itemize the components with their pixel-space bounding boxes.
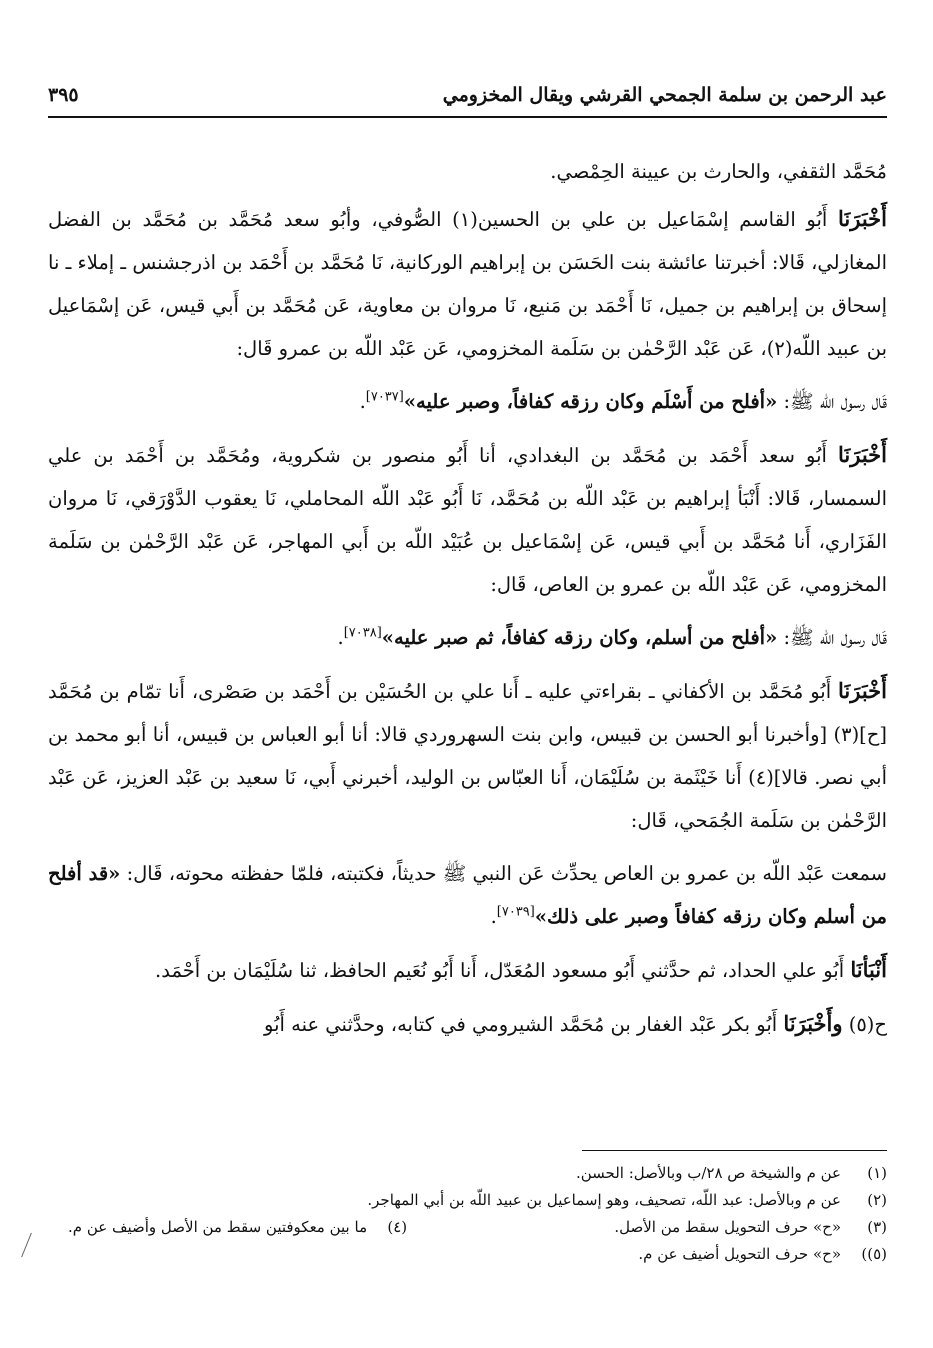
transmission-keyword: أَخْبَرَنَا bbox=[838, 206, 887, 231]
hadith-number: [٧٠٣٨] bbox=[343, 625, 382, 641]
paragraph-6 bbox=[48, 669, 887, 842]
hadith-tail: . bbox=[490, 905, 497, 928]
footnote-number: (٤) bbox=[387, 1218, 408, 1236]
footnote-number: (٣) bbox=[867, 1218, 887, 1236]
transmission-keyword: أَخْبَرَنَا bbox=[838, 442, 887, 467]
paragraph-text: أَبُو مُحَمَّد بن الأكفاني ـ بقراءتي عليه ـ أَنا علي بن الحُسَيْن بن أَحْمَد بن صَصْرى، أَنا تمّام بن مُحَمَّد [ح](٣) [وأخبرنا أبو الحسن بن قبيس، وابن بنت السهروردي قالا: أنا أبو العباس بن قبيس، أنا أبو محمد بن أبي نصر. قالا](٤) أَنا خَيْثَمة بن سُلَيْمَان، أَنا العبّاس بن الوليد، أخبرني أَبي، نَا سعيد بن عَبْد العزيز، عَن عَبْد الرَّحْمٰن بن سَلَمة الجُمَحي، قَال: bbox=[48, 680, 888, 832]
paragraph-1 bbox=[48, 150, 887, 193]
paragraph-9 bbox=[48, 1002, 887, 1046]
hadith-number: [٧٠٣٧] bbox=[365, 389, 404, 405]
footnote-3 bbox=[48, 1214, 887, 1241]
hadith-text: «قد أفلح من أسلم وكان رزقه كفافاً وصبر على ذلك» bbox=[48, 862, 887, 928]
transmission-keyword: أَنْبَأنَا bbox=[850, 957, 887, 982]
page-header bbox=[48, 80, 887, 118]
paragraph-text: أَبُو علي الحداد، ثم حدَّثني أَبُو مسعود المُعَدّل، أَنا أَبُو نُعَيم الحافظ، ثنا سُلَيْمَان بن أَحْمَد. bbox=[155, 959, 845, 982]
hadith-tail: . bbox=[337, 626, 344, 649]
footnote-1 bbox=[48, 1160, 887, 1187]
paragraph-text: أَبُو بكر عَبْد الغفار بن مُحَمَّد الشيرومي في كتابه، وحدَّثني عنه أَبُو bbox=[264, 1013, 778, 1036]
paragraph-8 bbox=[48, 948, 887, 992]
footnote-text: «ح» حرف التحويل أضيف عن م. bbox=[638, 1245, 841, 1263]
footnote-2 bbox=[48, 1187, 887, 1214]
footnote-5 bbox=[48, 1241, 887, 1268]
transmission-keyword: أَخْبَرَنَا bbox=[838, 678, 887, 703]
hadith-text: «أفلح من أسلم، وكان رزقه كفافاً، ثم صبر عليه» bbox=[381, 626, 778, 649]
main-text bbox=[48, 150, 887, 1050]
hadith-text: «أفلح من أَسْلَم وكان رزقه كفافاً، وصبر عليه» bbox=[403, 390, 778, 413]
footnote-4 bbox=[68, 1214, 407, 1241]
footnote-number: (٥)) bbox=[861, 1245, 887, 1263]
page-number: ٣٩٥ bbox=[48, 84, 79, 106]
hadith-7038 bbox=[48, 616, 887, 659]
tahwil-marker: ح(٥) bbox=[848, 1013, 887, 1036]
footnote-number: (٢) bbox=[867, 1191, 887, 1209]
footnote-text: «ح» حرف التحويل سقط من الأصل. bbox=[614, 1218, 841, 1236]
footnote-text: ما بين معكوفتين سقط من الأصل وأضيف عن م. bbox=[68, 1218, 368, 1236]
hadith-lead: قَال رسول الله ﷺ: bbox=[783, 390, 887, 413]
hadith-number: [٧٠٣٩] bbox=[496, 904, 535, 920]
paragraph-text: أَبُو القاسم إسْمَاعيل بن علي بن الحسين(١) الصُّوفي، وأبُو سعد مُحَمَّد بن مُحَمَّد بن الفضل المغازلي، قَالا: أخبرتنا عائشة بنت الحَسَن بن إبراهيم الوركانية، نَا مُحَمَّد بن أَحْمَد بن اذرجشنس ـ إملاء ـ نا إسحاق بن إبراهيم بن جميل، نَا أَحْمَد بن مَنيع، نَا مروان بن معاوية، عَن مُحَمَّد بن أَبي قيس، عَن إسْمَاعيل بن عبيد اللّه(٢)، عَن عَبْد الرَّحْمٰن بن سَلَمة المخزومي، عَن عَبْد اللّه بن عمرو قَال: bbox=[48, 208, 887, 360]
footnotes bbox=[48, 1160, 887, 1268]
transmission-keyword: وأَخْبَرَنَا bbox=[783, 1011, 843, 1036]
paragraph-text: أَبُو سعد أَحْمَد بن مُحَمَّد بن البغدادي، أنا أَبُو منصور بن شكروية، ومُحَمَّد بن أَحْمَد بن علي السمسار، قَالا: أَنْبَأ إبراهيم بن عَبْد اللّه بن مُحَمَّد، نَا أَبُو عَبْد اللّه المحاملي، نَا يعقوب الدَّوْرَقي، نَا مروان الفَزَاري، أَنا مُحَمَّد بن أَبي قيس، عَن إسْمَاعيل بن عُبَيْد اللّه بن أَبي المهاجر، عَن عَبْد الرَّحْمٰن بن سَلَمة المخزومي، عَن عَبْد اللّه بن عمرو بن العاص، قَال: bbox=[48, 444, 887, 596]
margin-pencil-mark bbox=[21, 1233, 32, 1257]
hadith-tail: . bbox=[359, 390, 366, 413]
paragraph-text: مُحَمَّد الثقفي، والحارث بن عيينة الحِمْصي. bbox=[550, 160, 887, 183]
running-title: عبد الرحمن بن سلمة الجمحي القرشي ويقال المخزومي bbox=[442, 84, 887, 106]
footnote-number: (١) bbox=[867, 1164, 887, 1182]
footnote-divider bbox=[582, 1150, 887, 1151]
hadith-lead: قَال رسول الله ﷺ: bbox=[783, 626, 887, 649]
footnote-text: عن م وبالأصل: عبد اللّه، تصحيف، وهو إسماعيل بن عبيد اللّه بن أبي المهاجر. bbox=[367, 1191, 841, 1209]
hadith-7039 bbox=[48, 852, 887, 938]
paragraph-4 bbox=[48, 433, 887, 606]
footnote-text: عن م والشيخة ص ٢٨/ب وبالأصل: الحسن. bbox=[575, 1164, 841, 1182]
hadith-lead: سمعت عَبْد اللّه بن عمرو بن العاص يحدِّث عَن النبي ﷺ حديثاً، فكتبته، فلمّا حفظته محوته، قَال: bbox=[126, 862, 887, 885]
paragraph-2 bbox=[48, 197, 887, 370]
hadith-7037 bbox=[48, 380, 887, 423]
